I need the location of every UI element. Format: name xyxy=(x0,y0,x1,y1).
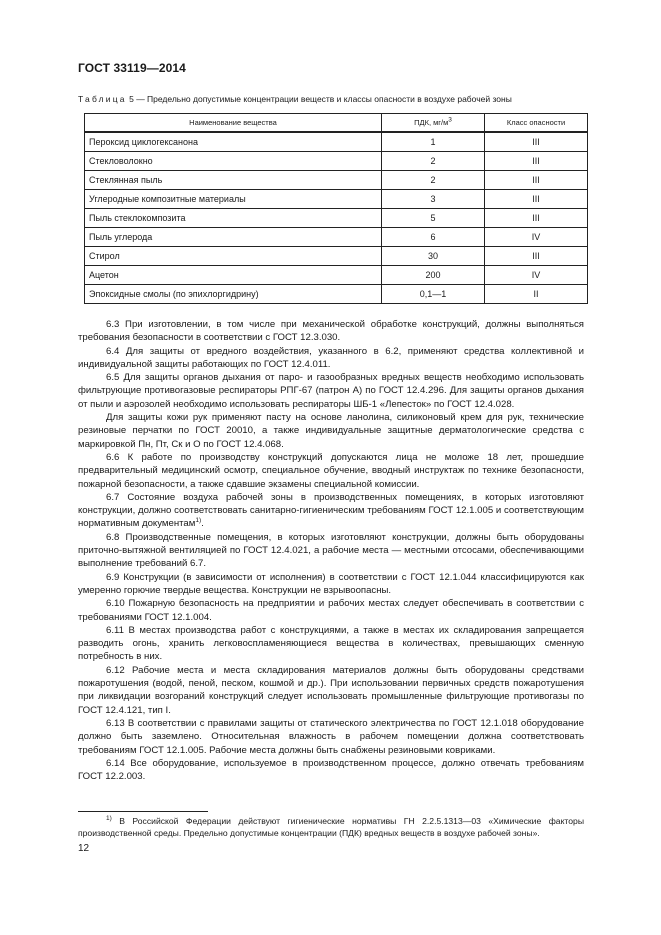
paragraph-6-14: 6.14 Все оборудование, используемое в производственном процессе, должно отвечать требованиям ГОСТ 12.2.003. xyxy=(78,757,584,783)
paragraph-6-3: 6.3 При изготовлении, в том числе при механической обработке конструкций, должны выполняться требования безопасности в соответствии с ГОСТ 12.3.030. xyxy=(78,319,584,344)
pdk-value: 30 xyxy=(382,247,485,266)
table-row xyxy=(85,152,588,171)
table-row xyxy=(85,190,588,209)
column-header-pdk xyxy=(382,114,485,133)
table-caption-text: 5 — Предельно допустимые концентрации веществ и классы опасности в воздухе рабочей зоны xyxy=(129,94,512,104)
paragraph-skin-protection: Для защиты кожи рук применяют пасту на основе ланолина, силиконовый крем для рук, технические резиновые перчатки по ГОСТ 20010, а также индивидуальные защитные дерматологические средства с маркировкой Пн, Пт, Ск и О по ГОСТ 12.4.068. xyxy=(78,412,584,450)
pdk-value: 3 xyxy=(382,190,485,209)
paragraph-6-13: 6.13 В соответствии с правилами защиты от статического электричества по ГОСТ 12.1.018 оборудование должно быть заземлено. Относительная влажность в рабочем помещении должна соответствовать требованиям ГОСТ 12.1.005. Рабочие места должны быть снабжены резиновыми ковриками. xyxy=(78,717,584,756)
hazard-class: III xyxy=(485,190,588,209)
hazard-class: IV xyxy=(485,266,588,285)
column-header-class: Класс опасности xyxy=(485,114,588,133)
substance-name: Пыль стеклокомпозита xyxy=(85,209,382,228)
hazard-class: III xyxy=(485,209,588,228)
table-caption xyxy=(78,94,512,104)
footnote-paragraph xyxy=(78,815,584,840)
footnote-marker: 1) xyxy=(106,815,112,823)
substance-name: Стеклянная пыль xyxy=(85,171,382,190)
paragraph-6-12: 6.12 Рабочие места и места складирования материалов должны быть оборудованы средствами пожаротушения (водой, пеной, песком, кошмой и др.). При использовании первичных средств пожаротушения при ликвидации возгораний конструкций следует использовать промышленные фильтрующие противогазы по ГОСТ 12.4.121, тип I. xyxy=(78,664,584,716)
column-header-pdk-label: ПДК, мг/м xyxy=(414,118,449,127)
pdk-value: 200 xyxy=(382,266,485,285)
paragraph-6-5: 6.5 Для защиты органов дыхания от паро- и газообразных вредных веществ необходимо использовать фильтрующие противогазовые респираторы РПГ-67 (патрон А) по ГОСТ 12.4.296. Для защиты органов дыхания от пыли и аэрозолей необходимо использовать респираторы ШБ-1 «Лепесток» по ГОСТ 12.4.028. xyxy=(78,372,584,410)
column-header-substance: Наименование вещества xyxy=(85,114,382,133)
table-row xyxy=(85,228,588,247)
table-row xyxy=(85,132,588,152)
table-row xyxy=(85,285,588,304)
paragraph-6-8: 6.8 Производственные помещения, в которых изготовляют конструкции, должны быть оборудованы приточно-вытяжной вентиляцией по ГОСТ 12.4.021, а рабочие места — местными отсосами, обеспечивающими выполнение требований 6.7. xyxy=(78,531,584,570)
paragraph-6-7-end: . xyxy=(201,518,204,530)
hazard-class: IV xyxy=(485,228,588,247)
pdk-value: 6 xyxy=(382,228,485,247)
paragraph-6-4: 6.4 Для защиты от вредного воздействия, указанного в 6.2, применяют средства коллективной и индивидуальной защиты работающих по ГОСТ 12.4.011. xyxy=(78,345,584,370)
paragraph-6-7-text: 6.7 Состояние воздуха рабочей зоны в производственных помещениях, в которых изготовляют конструкции, должно соответствовать санитарно-гигиеническим требованиям ГОСТ 12.1.005 и соответствующим нормативным документам xyxy=(78,491,584,530)
substance-name: Пероксид циклогексанона xyxy=(85,132,382,152)
pdk-value: 2 xyxy=(382,171,485,190)
substance-name: Стекловолокно xyxy=(85,152,382,171)
hazard-class: III xyxy=(485,152,588,171)
substance-name: Эпоксидные смолы (по эпихлоргидрину) xyxy=(85,285,382,304)
paragraph-6-6: 6.6 К работе по производству конструкций допускаются лица не моложе 18 лет, прошедшие предварительный медицинский осмотр, специальное обучение, вводный инструктаж по технике безопасности, пожарной безопасности, а также сдавшие экзамены специальной комиссии. xyxy=(78,451,584,490)
substance-name: Пыль углерода xyxy=(85,228,382,247)
substance-name: Стирол xyxy=(85,247,382,266)
pdk-value: 1 xyxy=(382,132,485,152)
table-row xyxy=(85,247,588,266)
paragraph-6-11: 6.11 В местах производства работ с конструкциями, а также в местах их складирования запрещается разводить огонь, хранить легковоспламеняющиеся вещества в количествах, превышающих сменную потребность в них. xyxy=(78,624,584,663)
paragraph-6-9: 6.9 Конструкции (в зависимости от исполнения) в соответствии с ГОСТ 12.1.044 классифицируются как умеренно горючие твердые вещества. Конструкции не взрывоопасны. xyxy=(78,571,584,596)
pdk-value: 0,1—1 xyxy=(382,285,485,304)
substance-name: Ацетон xyxy=(85,266,382,285)
paragraph-6-7 xyxy=(78,491,584,531)
table-row xyxy=(85,171,588,190)
footnote-reference[interactable]: 1) xyxy=(195,517,202,525)
table-row xyxy=(85,266,588,285)
paragraph-6-10: 6.10 Пожарную безопасность на предприятии и рабочих местах следует обеспечивать в соответствии с требованиями ГОСТ 12.1.004. xyxy=(78,598,584,623)
table-header-row xyxy=(85,114,588,133)
hazard-class: III xyxy=(485,247,588,266)
column-header-pdk-sup: 3 xyxy=(448,116,452,124)
table-caption-label: Таблица xyxy=(78,94,127,104)
hazard-class: III xyxy=(485,132,588,152)
hazard-class: II xyxy=(485,285,588,304)
body-text xyxy=(78,318,584,783)
pdk-value: 5 xyxy=(382,209,485,228)
footnote xyxy=(78,815,584,840)
footnote-separator xyxy=(78,811,208,812)
table-row xyxy=(85,209,588,228)
page-number: 12 xyxy=(78,843,90,854)
substance-name: Углеродные композитные материалы xyxy=(85,190,382,209)
pdk-table xyxy=(84,113,588,304)
footnote-text: В Российской Федерации действуют гигиенические нормативы ГН 2.2.5.1313—03 «Химические факторы производственной среды. Предельно допустимые концентрации (ПДК) вредных веществ в воздухе рабочей зоны». xyxy=(78,816,584,839)
hazard-class: III xyxy=(485,171,588,190)
pdk-value: 2 xyxy=(382,152,485,171)
document-code-header: ГОСТ 33119—2014 xyxy=(78,61,186,75)
